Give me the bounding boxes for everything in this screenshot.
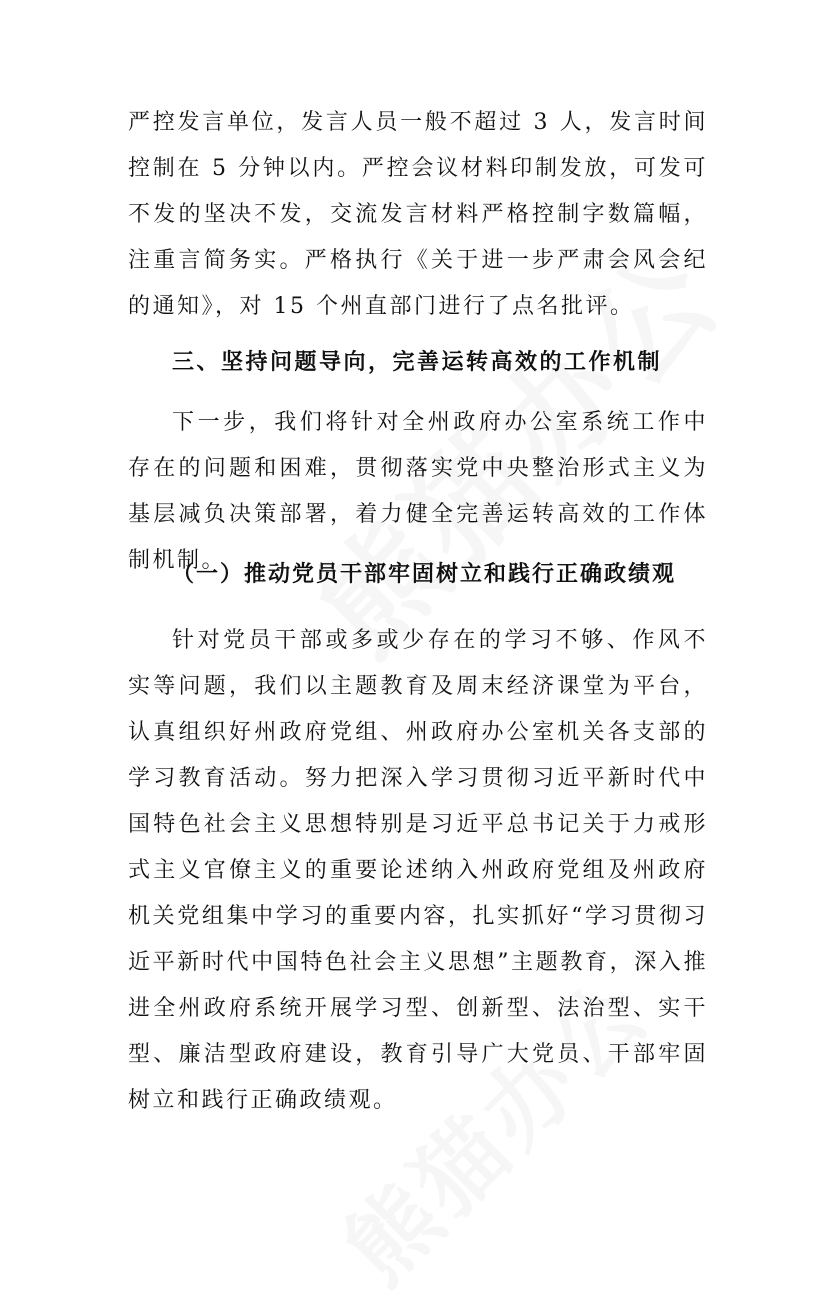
- paragraph-intro: 下一步，我们将针对全州政府办公室系统工作中存在的问题和困难，贯彻落实党中央整治形式主义为基层减负决策部署，着力健全完善运转高效的工作体制机制。: [128, 410, 708, 573]
- paragraph-body: 针对党员干部或多或少存在的学习不够、作风不实等问题，我们以主题教育及周末经济课堂为平台，认真组织好州政府党组、州政府办公室机关各支部的学习教育活动。努力把深入学习贯彻习近平新时代中国特色社会主义思想特别是习近平总书记关于力戒形式主义官僚主义的重要论述纳入州政府党组及州政府机关党组集中学习的重要内容，扎实抓好“学习贯彻习近平新时代中国特色社会主义思想”主题教育，深入推进全州政府系统开展学习型、创新型、法治型、实干型、廉洁型政府建设，教育引导广大党员、干部牢固树立和践行正确政绩观。: [128, 628, 708, 1113]
- section-heading: 三、坚持问题导向，完善运转高效的工作机制: [172, 349, 663, 375]
- subsection-heading: （一）推动党员干部牢固树立和践行正确政绩观: [172, 561, 677, 587]
- paragraph-top: 严控发言单位，发言人员一般不超过 3 人，发言时间控制在 5 分钟以内。严控会议材料印制发放，可发可不发的坚决不发，交流发言材料严格控制字数篇幅，注重言简务实。严格执行《关于进一步严肃会风会纪的通知》，对 15 个州直部门进行了点名批评。: [128, 110, 708, 319]
